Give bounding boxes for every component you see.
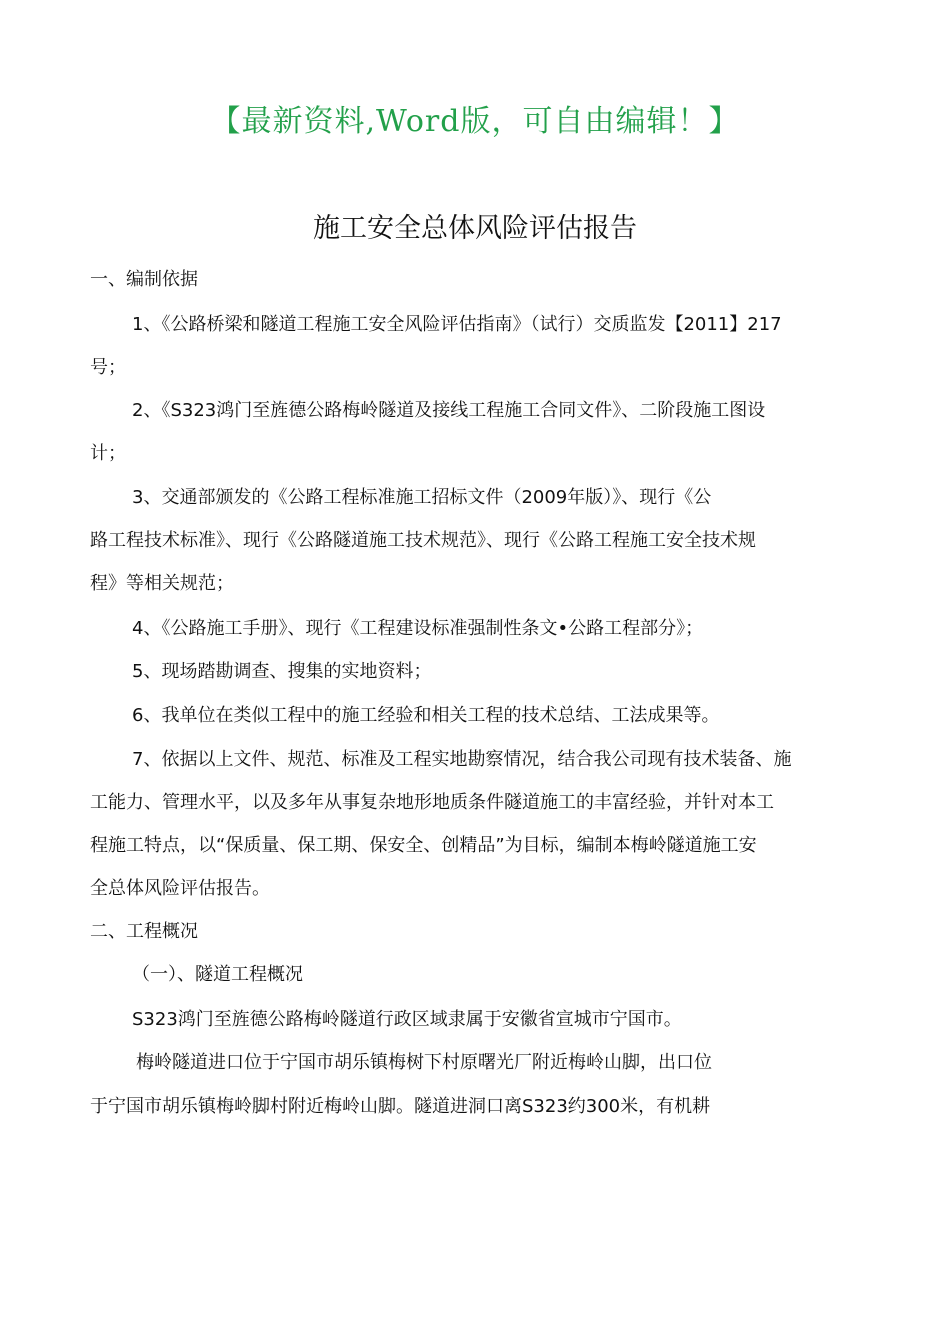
basis-item-6: 6、我单位在类似工程中的施工经验和相关工程的技术总结、工法成果等。 [132,705,720,726]
basis-item-7-cont-2: 程施工特点，以“保质量、保工期、保安全、创精品”为目标，编制本梅岭隧道施工安 [90,835,757,856]
basis-item-7-cont-1: 工能力、管理水平，以及多年从事复杂地形地质条件隧道施工的丰富经验，并针对本工 [90,792,774,813]
basis-item-3-cont-1: 路工程技术标准》、现行《公路隧道施工技术规范》、现行《公路工程施工安全技术规 [90,530,756,551]
overview-paragraph-1: S323鸿门至旌德公路梅岭隧道行政区域隶属于安徽省宣城市宁国市。 [132,1009,682,1030]
basis-item-2: 2、《S323鸿门至旌德公路梅岭隧道及接线工程施工合同文件》、二阶段施工图设 [132,400,766,421]
basis-item-7-cont-3: 全总体风险评估报告。 [90,878,270,899]
basis-item-1: 1、《公路桥梁和隧道工程施工安全风险评估指南》（试行）交质监发【2011】217 [132,314,782,335]
basis-item-7: 7、依据以上文件、规范、标准及工程实地勘察情况，结合我公司现有技术装备、施 [132,749,792,770]
basis-item-5: 5、现场踏勘调查、搜集的实地资料； [132,661,432,682]
basis-item-3: 3、交通部颁发的《公路工程标准施工招标文件（2009年版）》、现行《公 [132,487,712,508]
editable-notice-banner: 【最新资料,Word版，可自由编辑！】 [210,104,740,139]
basis-item-2-cont: 计； [90,443,126,464]
overview-paragraph-2-cont: 于宁国市胡乐镇梅岭脚村附近梅岭山脚。隧道进洞口离S323约300米，有机耕 [90,1096,711,1117]
section-heading-overview: 二、工程概况 [90,921,198,942]
basis-item-4: 4、《公路施工手册》、现行《工程建设标准强制性条文•公路工程部分》； [132,618,704,639]
document-title: 施工安全总体风险评估报告 [313,213,637,244]
overview-paragraph-2: 梅岭隧道进口位于宁国市胡乐镇梅树下村原曙光厂附近梅岭山脚，出口位 [136,1052,712,1073]
subsection-heading-tunnel: （一）、隧道工程概况 [132,964,303,985]
section-heading-basis: 一、编制依据 [90,269,198,290]
basis-item-3-cont-2: 程》等相关规范； [90,573,234,594]
basis-item-1-cont: 号； [90,357,126,378]
